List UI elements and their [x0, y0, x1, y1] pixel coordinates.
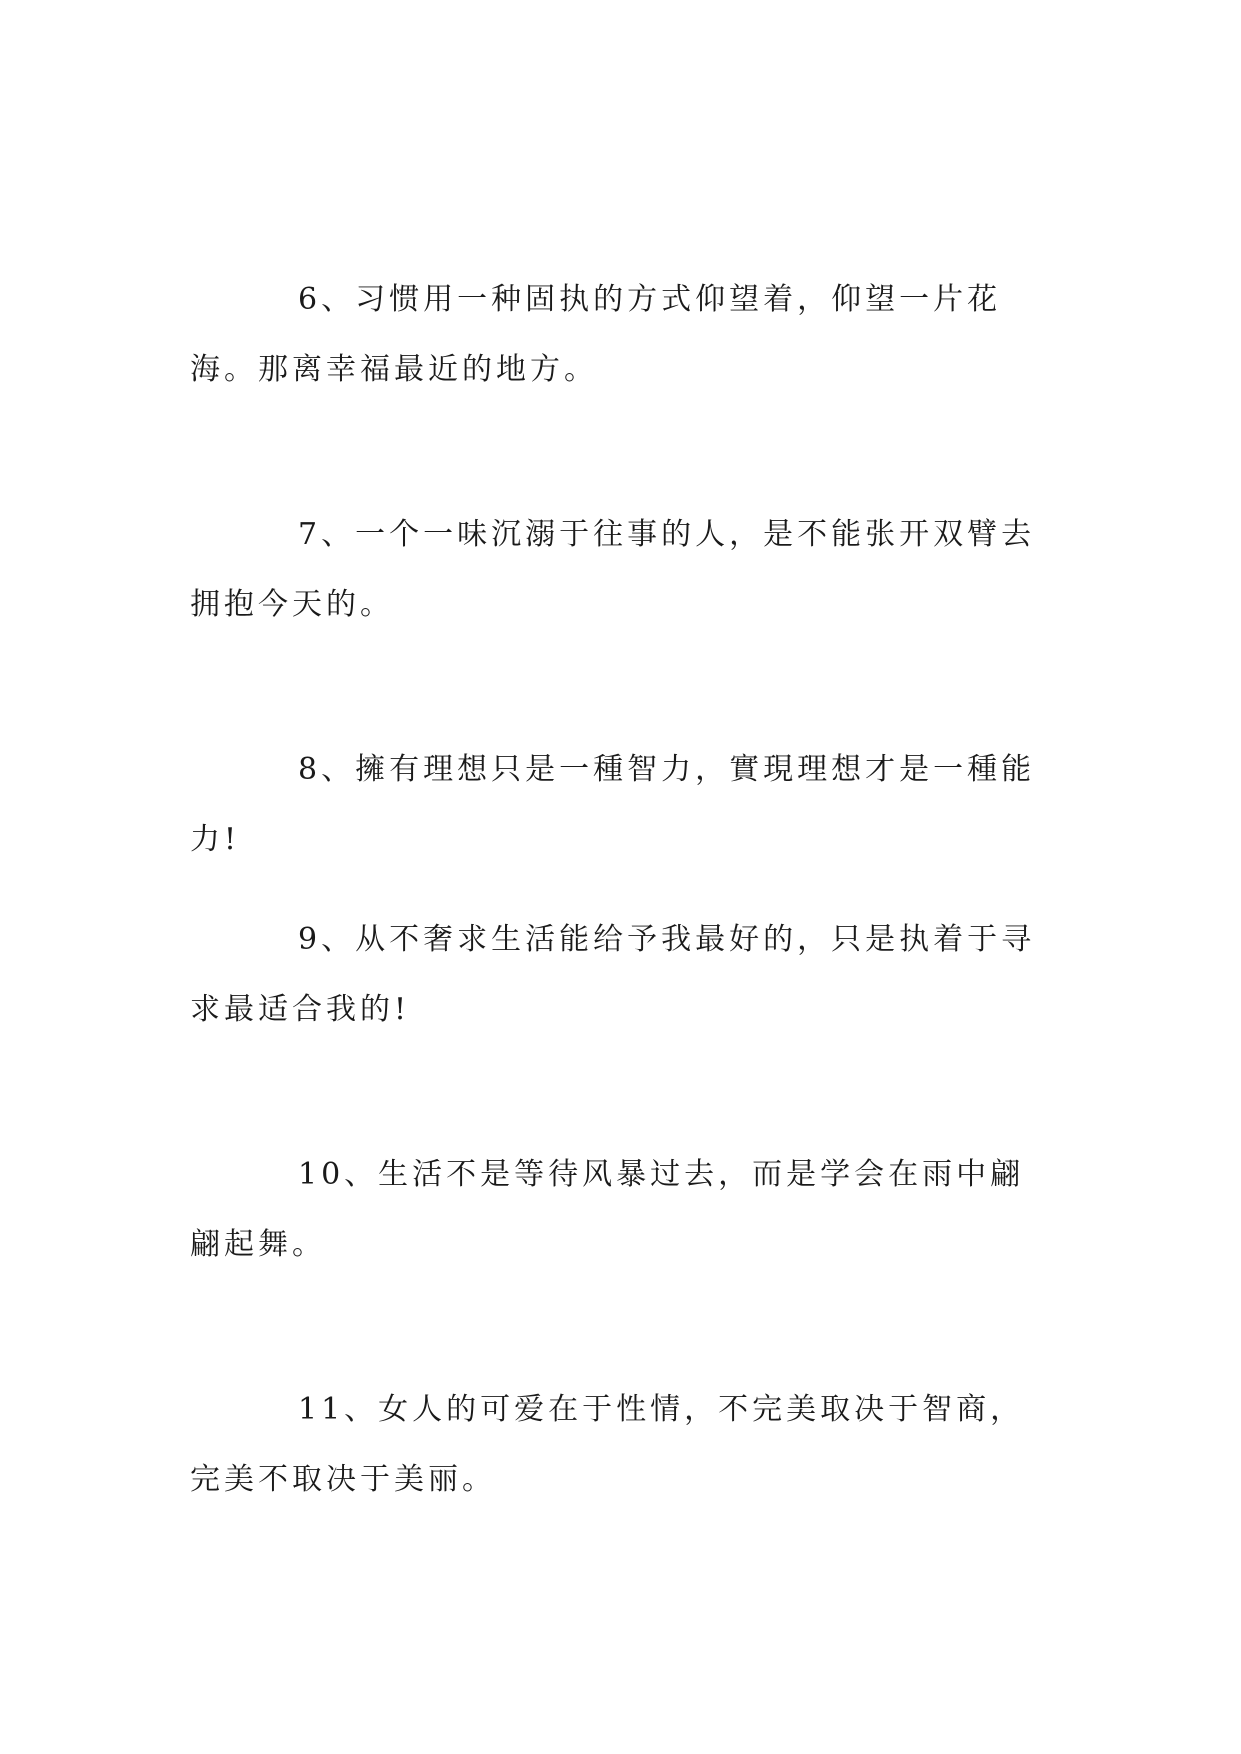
paragraph-10: 10、生活不是等待风暴过去，而是学会在雨中翩翩起舞。	[190, 1157, 1025, 1262]
paragraph-6: 6、习惯用一种固执的方式仰望着，仰望一片花海。那离幸福最近的地方。	[190, 282, 1002, 387]
paragraph-11: 11、女人的可爱在于性情，不完美取决于智商，完美不取决于美丽。	[190, 1392, 1025, 1497]
paragraph-7: 7、一个一味沉溺于往事的人，是不能张开双臂去拥抱今天的。	[190, 517, 1036, 622]
paragraph-8: 8、擁有理想只是一種智力，實現理想才是一種能力!	[190, 752, 1036, 857]
paragraph-9: 9、从不奢求生活能给予我最好的，只是执着于寻求最适合我的!	[190, 922, 1036, 1027]
